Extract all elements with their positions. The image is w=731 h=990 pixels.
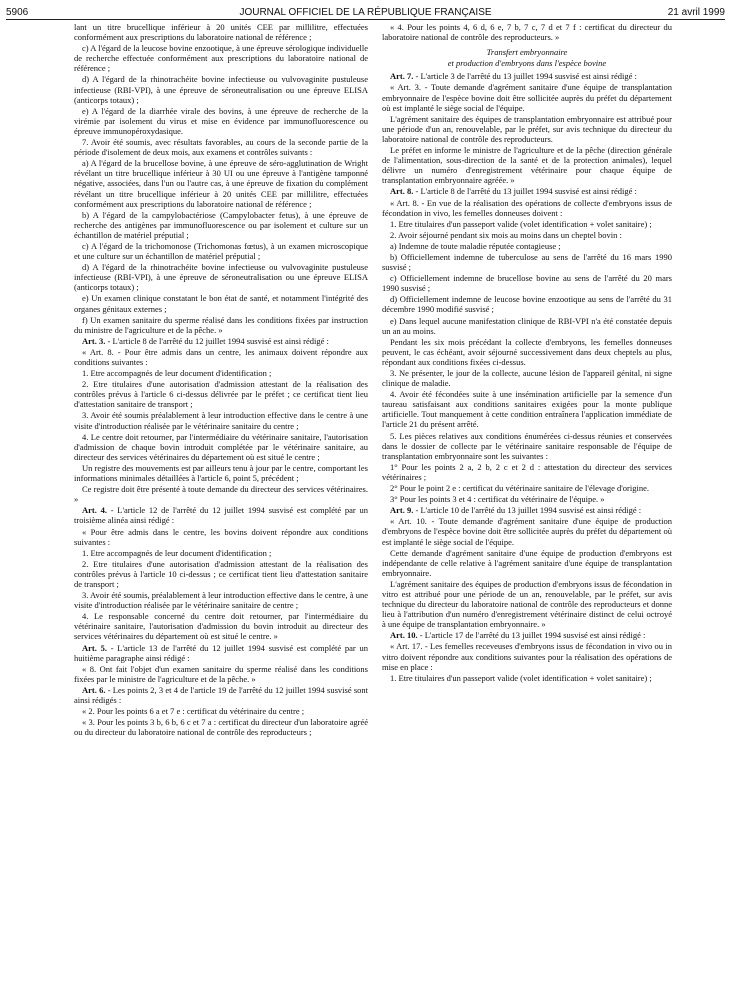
paragraph: [382, 252, 672, 272]
paragraph-text: - L'article 13 de l'arrêté du 12 juillet 1994 susvisé est complété par un huitième paragraphe ainsi rédigé :: [74, 642, 368, 663]
paragraph-text: - L'article 8 de l'arrêté du 13 juillet 1994 susvisé est ainsi rédigé :: [413, 186, 637, 197]
article-paragraph: [74, 336, 368, 346]
paragraph-text: « Art. 3. - Toute demande d'agrément sanitaire d'une équipe de transplantation embryonnaire de l'espèce bovine doit être sollicitée auprès du préfet du département où est implanté le siège social de l'équipe.: [382, 82, 672, 113]
article-number: Art. 9.: [390, 505, 414, 516]
article-paragraph: [74, 685, 368, 705]
paragraph-text: 2. Avoir séjourné pendant six mois au moins dans un cheptel bovin :: [390, 229, 622, 240]
page-number: 5906: [6, 7, 29, 18]
article-paragraph: [382, 186, 672, 196]
paragraph-text: 1. Etre accompagnés de leur document d'identification ;: [82, 547, 272, 558]
paragraph-text: « Art. 8. - Pour être admis dans un centre, les animaux doivent répondre aux conditions suivantes :: [74, 346, 368, 367]
paragraph: [74, 315, 368, 335]
paragraph: [382, 368, 672, 388]
paragraph: [382, 431, 672, 461]
article-number: Art. 4.: [82, 505, 107, 516]
paragraph-text: d) A l'égard de la rhinotrachéite bovine infectieuse ou vulvovaginite pustuleuse infectieuse (RBI-VPI), à une épreuve de séroneutralisation ou une épreuve ELISA (anticorps totaux) ;: [74, 262, 368, 293]
article-number: Art. 7.: [390, 71, 414, 82]
paragraph: [382, 673, 672, 683]
paragraph-text: 2. Etre titulaires d'une autorisation d'admission attestant de la réalisation des contrôles prévus à l'article 6 ci-dessus délivrée par le préfet ; ce certificat tient lieu d'attestation sanitaire de transport ;: [74, 379, 368, 410]
paragraph: [382, 145, 672, 185]
paragraph: [74, 548, 368, 558]
paragraph-text: Un registre des mouvements est par ailleurs tenu à jour par le centre, comportant les informations minimales détaillées à l'article 6, point 5, précédent ;: [74, 462, 368, 484]
paragraph: [74, 368, 368, 378]
paragraph-text: 3. Ne présenter, le jour de la collecte, aucune lésion de l'appareil génital, ni signe clinique de maladie.: [382, 368, 672, 389]
article-number: Art. 6.: [82, 684, 106, 695]
paragraph-text: « 3. Pour les points 3 b, 6 b, 6 c et 7 a : certificat du directeur d'un laboratoire agréé ou du directeur du laboratoire national de contrôle des reproducteurs ;: [74, 717, 368, 738]
paragraph: [382, 241, 672, 251]
paragraph-text: L'agrément sanitaire des équipes de transplantation embryonnaire est attribué pour une période d'un an, renouvelable, par le préfet, sur avis technique du directeur du laboratoire national de contrôle des reproducteurs.: [382, 113, 672, 144]
paragraph-text: 7. Avoir été soumis, avec résultats favorables, au cours de la seconde partie de la période d'isolement de deux mois, aux examens et contrôles suivants :: [74, 137, 368, 158]
paragraph-text: f) Un examen sanitaire du sperme réalisé dans les conditions fixées par instruction du ministre de l'agriculture et de la pêche. »: [74, 314, 368, 335]
paragraph-text: c) A l'égard de la trichomonose (Trichomonas fœtus), à un examen microscopique et une culture sur un échantillon de matériel préputial ;: [74, 240, 368, 262]
paragraph: [382, 483, 672, 493]
article-number: Art. 10.: [390, 630, 418, 641]
right-text-column: [382, 22, 672, 984]
paragraph: [74, 137, 368, 157]
paragraph-text: « Art. 10. - Toute demande d'agrément sanitaire d'une équipe de production d'embryons de l'espèce bovine doit être sollicitée auprès du préfet du département où est implanté le siège social de l'équipe.: [382, 516, 672, 547]
paragraph: [382, 337, 672, 367]
paragraph: [382, 273, 672, 293]
paragraph-text: « 4. Pour les points 4, 6 d, 6 e, 7 b, 7 c, 7 d et 7 f : certificat du directeur du laboratoire national de contrôle des reproducteurs. »: [382, 22, 672, 43]
paragraph: [74, 590, 368, 610]
article-number: Art. 3.: [82, 335, 106, 346]
paragraph-text: b) Officiellement indemne de tuberculose au sens de l'arrêté du 16 mars 1990 susvisé ;: [382, 251, 672, 273]
paragraph-text: 5. Les pièces relatives aux conditions énumérées ci-dessus réunies et conservées dans le dossier de collecte par le vétérinaire sanitaire responsable de l'équipe de transplantation embryonnaire sont les suivantes :: [382, 430, 672, 461]
paragraph: [74, 74, 368, 104]
paragraph: [74, 210, 368, 240]
paragraph-text: « 8. Ont fait l'objet d'un examen sanitaire du sperme réalisé dans les conditions fixées par le ministre de l'agriculture et de la pêche. »: [74, 663, 368, 684]
paragraph: [382, 516, 672, 546]
paragraph-text: 2. Etre titulaires d'une autorisation d'admission attestant de la réalisation des contrôles prévus à l'article 10 ci-dessus ; ce certificat tient lieu d'attestation sanitaire de transport ;: [74, 558, 368, 589]
paragraph: [382, 230, 672, 240]
paragraph-text: 3. Avoir été soumis préalablement à leur introduction effective dans le centre à une visite d'introduction réalisée par le vétérinaire sanitaire du centre ;: [74, 410, 368, 431]
paragraph: [74, 379, 368, 409]
section-title: Transfert embryonnaire: [486, 47, 568, 58]
header-rule: [6, 19, 725, 20]
paragraph-text: Cette demande d'agrément sanitaire d'une équipe de production d'embryons est indépendante de celle relative à l'agrément sanitaire d'une équipe de transplantation embryonnaire.: [382, 547, 672, 578]
paragraph-text: e) A l'égard de la diarrhée virale des bovins, à une épreuve de recherche de la virémie par isolement du virus et mise en évidence par immunofluorescence ou épreuve immunopéroxydasique.: [74, 105, 368, 136]
paragraph-text: 1. Etre accompagnés de leur document d'identification ;: [82, 368, 272, 379]
paragraph-text: d) A l'égard de la rhinotrachéite bovine infectieuse ou vulvovaginite pustuleuse infectieuse (RBI-VPI), à une épreuve de séroneutralisation ou une épreuve ELISA (anticorps totaux) ;: [74, 74, 368, 105]
article-number: Art. 8.: [390, 186, 414, 197]
paragraph-text: « Art. 8. - En vue de la réalisation des opérations de collecte d'embryons issus de fécondation in vivo, les femelles donneuses doivent :: [382, 197, 672, 218]
paragraph-text: « 2. Pour les points 6 a et 7 e : certificat du vétérinaire du centre ;: [82, 706, 305, 717]
paragraph: [74, 559, 368, 589]
paragraph: [382, 494, 672, 504]
paragraph-text: 1. Etre titulaires d'un passeport valide (volet identification + volet sanitaire) ;: [390, 218, 652, 229]
paragraph: [382, 22, 672, 42]
paragraph: [74, 262, 368, 292]
paragraph: [74, 664, 368, 684]
article-paragraph: [74, 643, 368, 663]
issue-date: 21 avril 1999: [667, 7, 725, 18]
paragraph: [74, 241, 368, 261]
paragraph: [74, 43, 368, 73]
paragraph-text: 4. Le centre doit retourner, par l'intermédiaire du vétérinaire sanitaire, l'autorisation d'admission de chaque bovin introduit complétée par le vétérinaire sanitaire, au directeur des services vétérinaires du département où est situé le centre ;: [74, 431, 368, 462]
paragraph-text: a) Indemne de toute maladie réputée contagieuse ;: [390, 240, 561, 251]
paragraph: [74, 158, 368, 208]
paragraph-text: b) A l'égard de la campylobactériose (Campylobacter fetus), à une épreuve de recherche des antigènes par immunofluorescence ou par isolement et culture sur un échantillon de matériel préputial ;: [74, 209, 368, 240]
paragraph-text: Ce registre doit être présenté à toute demande du directeur des services vétérinaires. »: [74, 484, 368, 505]
paragraph-text: c) Officiellement indemne de brucellose bovine au sens de l'arrêté du 20 mars 1990 susvisé ;: [382, 273, 672, 294]
paragraph-text: - Les points 2, 3 et 4 de l'article 19 de l'arrêté du 12 juillet 1994 susvisé sont ainsi rédigés :: [74, 684, 368, 705]
paragraph-text: 3° Pour les points 3 et 4 : certificat du vétérinaire de l'équipe. »: [390, 494, 605, 505]
paragraph-text: c) A l'égard de la leucose bovine enzootique, à une épreuve sérologique individuelle de recherche effectuée conformément aux prescriptions du laboratoire national de référence ;: [74, 43, 368, 74]
paragraph: [382, 462, 672, 482]
paragraph: [74, 706, 368, 716]
paragraph: [382, 114, 672, 144]
paragraph: [382, 641, 672, 671]
paragraph: [382, 389, 672, 429]
paragraph-text: e) Dans lequel aucune manifestation clinique de RBI-VPI n'a été constatée depuis un an au moins.: [382, 315, 672, 336]
article-number: Art. 5.: [82, 642, 107, 653]
paragraph: [74, 410, 368, 430]
paragraph: [74, 484, 368, 504]
paragraph: [74, 432, 368, 462]
paragraph-text: 1. Etre titulaires d'un passeport valide (volet identification + volet sanitaire) ;: [390, 672, 652, 683]
paragraph-text: a) A l'égard de la brucellose bovine, à une épreuve de séro-agglutination de Wright révélant un titre brucellique inférieur à 30 UI ou une épreuve à l'antigène tamponné négative, associées, dans l'un ou l'autre cas, à une épreuve de fixation du complément révélant un titre brucellique inférieur à 20 unités CEE par millilitre, effectuées conformément aux prescriptions du laboratoire national de référence ;: [74, 158, 368, 209]
paragraph-text: 1° Pour les points 2 a, 2 b, 2 c et 2 d : attestation du directeur des services vétérinaires ;: [382, 461, 672, 482]
paragraph-text: « Pour être admis dans le centre, les bovins doivent répondre aux conditions suivantes :: [74, 526, 368, 547]
paragraph: [74, 527, 368, 547]
paragraph: [74, 106, 368, 136]
paragraph: [382, 579, 672, 629]
article-paragraph: [382, 630, 672, 640]
paragraph: [382, 82, 672, 112]
paragraph-text: - L'article 10 de l'arrêté du 13 juillet 1994 susvisé est ainsi rédigé :: [413, 505, 642, 516]
paragraph: [74, 611, 368, 641]
paragraph-text: Le préfet en informe le ministre de l'agriculture et de la pêche (direction générale de l'alimentation, sous-direction de la santé et de la protection animales), lequel délivre un numéro d'enregistrement vétérinaire pour chaque équipe de transplantation embryonnaire agréée. »: [382, 145, 672, 186]
paragraph-text: « Art. 17. - Les femelles receveuses d'embryons issus de fécondation in vivo ou in vitro doivent répondre aux conditions suivantes pour la réalisation des opérations de mise en place :: [382, 641, 672, 672]
paragraph-text: d) Officiellement indemne de leucose bovine enzootique au sens de l'arrêté du 31 décembre 1990 modifié susvisé ;: [382, 294, 672, 315]
left-text-column: [74, 22, 368, 984]
journal-title: JOURNAL OFFICIEL DE LA RÉPUBLIQUE FRANÇAISE: [239, 7, 492, 18]
paragraph-text: - L'article 8 de l'arrêté du 12 juillet 1994 susvisé est ainsi rédigé :: [105, 335, 329, 346]
paragraph-text: 4. Avoir été fécondées suite à une insémination artificielle par la semence d'un taureau satisfaisant aux conditions sanitaires exigées pour la monte publique artificielle. Tout manquement à cette condition entraînera l'application immédiate de l'article 21 du présent arrêté.: [382, 389, 672, 430]
paragraph: [382, 294, 672, 314]
paragraph-text: 2° Pour le point 2 e : certificat du vétérinaire sanitaire de l'élevage d'origine.: [390, 483, 650, 494]
paragraph: [74, 293, 368, 313]
paragraph-text: 4. Le responsable concerné du centre doit retourner, par l'intermédiaire du vétérinaire sanitaire, l'autorisation d'admission du bovin introduit au directeur des services vétérinaires du département où est situé le centre. »: [74, 611, 368, 642]
paragraph: [74, 22, 368, 42]
article-paragraph: [382, 71, 672, 81]
section-subtitle: et production d'embryons dans l'espèce bovine: [447, 58, 607, 69]
paragraph: [382, 548, 672, 578]
paragraph: [382, 219, 672, 229]
paragraph-text: - L'article 12 de l'arrêté du 12 juillet 1994 susvisé est complété par un troisième alinéa ainsi rédigé :: [74, 505, 368, 526]
article-paragraph: [382, 505, 672, 515]
article-paragraph: [74, 505, 368, 525]
paragraph: [382, 198, 672, 218]
paragraph: [382, 316, 672, 336]
paragraph: [74, 717, 368, 737]
paragraph-text: Pendant les six mois précédant la collecte d'embryons, les femelles donneuses peuvent, le cas échéant, avoir séjourné successivement dans deux cheptels au plus, répondant aux conditions fixées ci-dessus.: [382, 336, 672, 367]
paragraph: [74, 463, 368, 483]
paragraph-text: 3. Avoir été soumis, préalablement à leur introduction effective dans le centre, à une visite d'introduction réalisée par le vétérinaire sanitaire de centre ;: [74, 590, 368, 611]
paragraph-text: e) Un examen clinique constatant le bon état de santé, et notamment l'intégrité des organes génitaux externes ;: [74, 293, 368, 314]
paragraph-text: L'agrément sanitaire des équipes de production d'embryons issus de fécondation in vitro est attribué pour une période de un an, renouvelable, par le préfet, sur avis technique du directeur du laboratoire national de contrôle des reproducteurs et donne lieu à l'attribution d'un numéro d'enregistrement vétérinaire distinct de celui octroyé à une équipe de transplantation embryonnaire. »: [382, 578, 672, 630]
paragraph: [74, 347, 368, 367]
paragraph-text: - L'article 3 de l'arrêté du 13 juillet 1994 susvisé est ainsi rédigé :: [413, 71, 637, 82]
paragraph-text: - L'article 17 de l'arrêté du 13 juillet 1994 susvisé est ainsi rédigé :: [417, 630, 646, 641]
paragraph-text: lant un titre brucellique inférieur à 20 unités CEE par millilitre, effectuées conformément aux prescriptions du laboratoire national de référence ;: [74, 22, 368, 43]
